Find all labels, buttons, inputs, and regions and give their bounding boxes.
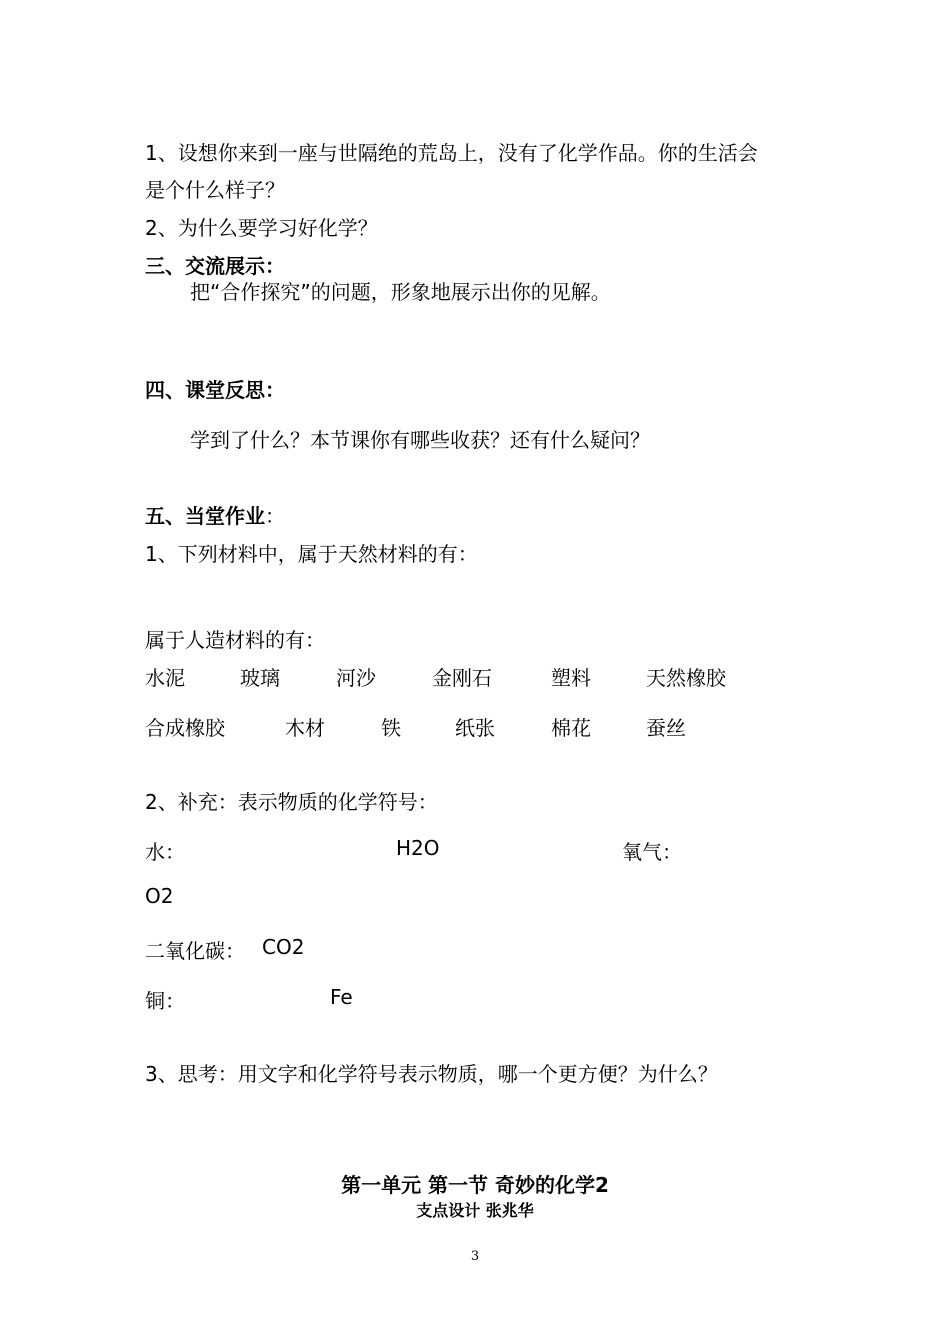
material-item: 河沙 — [336, 666, 376, 690]
co2-label: 二氧化碳： — [145, 939, 245, 963]
lesson-title: 第一单元 第一节 奇妙的化学2 — [341, 1173, 609, 1197]
material-item: 蚕丝 — [646, 716, 686, 740]
homework-3: 3、思考：用文字和化学符号表示物质，哪一个更方便？为什么？ — [145, 1062, 718, 1086]
section-5-heading-text: 五、当堂作业 — [145, 504, 265, 528]
material-item: 纸张 — [455, 716, 495, 740]
section-5-heading — [145, 500, 285, 529]
page-number: 3 — [470, 1249, 480, 1264]
copper-label: 铜： — [145, 989, 185, 1013]
lesson-subtitle: 支点设计 张兆华 — [416, 1201, 534, 1220]
section-3-heading: 三、交流展示： — [145, 254, 285, 278]
question-2: 2、为什么要学习好化学？ — [145, 216, 378, 240]
section-3-text: 把“合作探究”的问题，形象地展示出你的见解。 — [190, 280, 611, 304]
material-item: 铁 — [381, 716, 401, 740]
oxygen-label: 氧气： — [622, 840, 682, 864]
water-symbol: H2O — [396, 836, 440, 860]
oxygen-symbol: O2 — [145, 884, 174, 908]
question-1: 1、设想你来到一座与世隔绝的荒岛上，没有了化学作品。你的生活会 — [145, 141, 758, 165]
material-item: 木材 — [285, 716, 325, 740]
material-item: 棉花 — [551, 716, 591, 740]
material-item: 水泥 — [145, 666, 185, 690]
section-4-text: 学到了什么？本节课你有哪些收获？还有什么疑问？ — [190, 428, 650, 452]
material-item: 合成橡胶 — [145, 716, 225, 740]
material-item: 玻璃 — [240, 666, 280, 690]
section-5-heading-colon: ： — [265, 504, 285, 528]
section-4-heading: 四、课堂反思： — [145, 378, 285, 402]
water-label: 水： — [145, 840, 185, 864]
homework-2: 2、补充：表示物质的化学符号： — [145, 790, 438, 814]
material-item: 金刚石 — [432, 666, 492, 690]
copper-symbol: Fe — [330, 985, 353, 1009]
material-item: 塑料 — [551, 666, 591, 690]
homework-1-manmade: 属于人造材料的有： — [145, 628, 325, 652]
homework-1: 1、下列材料中，属于天然材料的有： — [145, 542, 478, 566]
question-1-continued: 是个什么样子？ — [145, 178, 285, 202]
material-item: 天然橡胶 — [646, 666, 726, 690]
co2-symbol: CO2 — [262, 935, 305, 959]
